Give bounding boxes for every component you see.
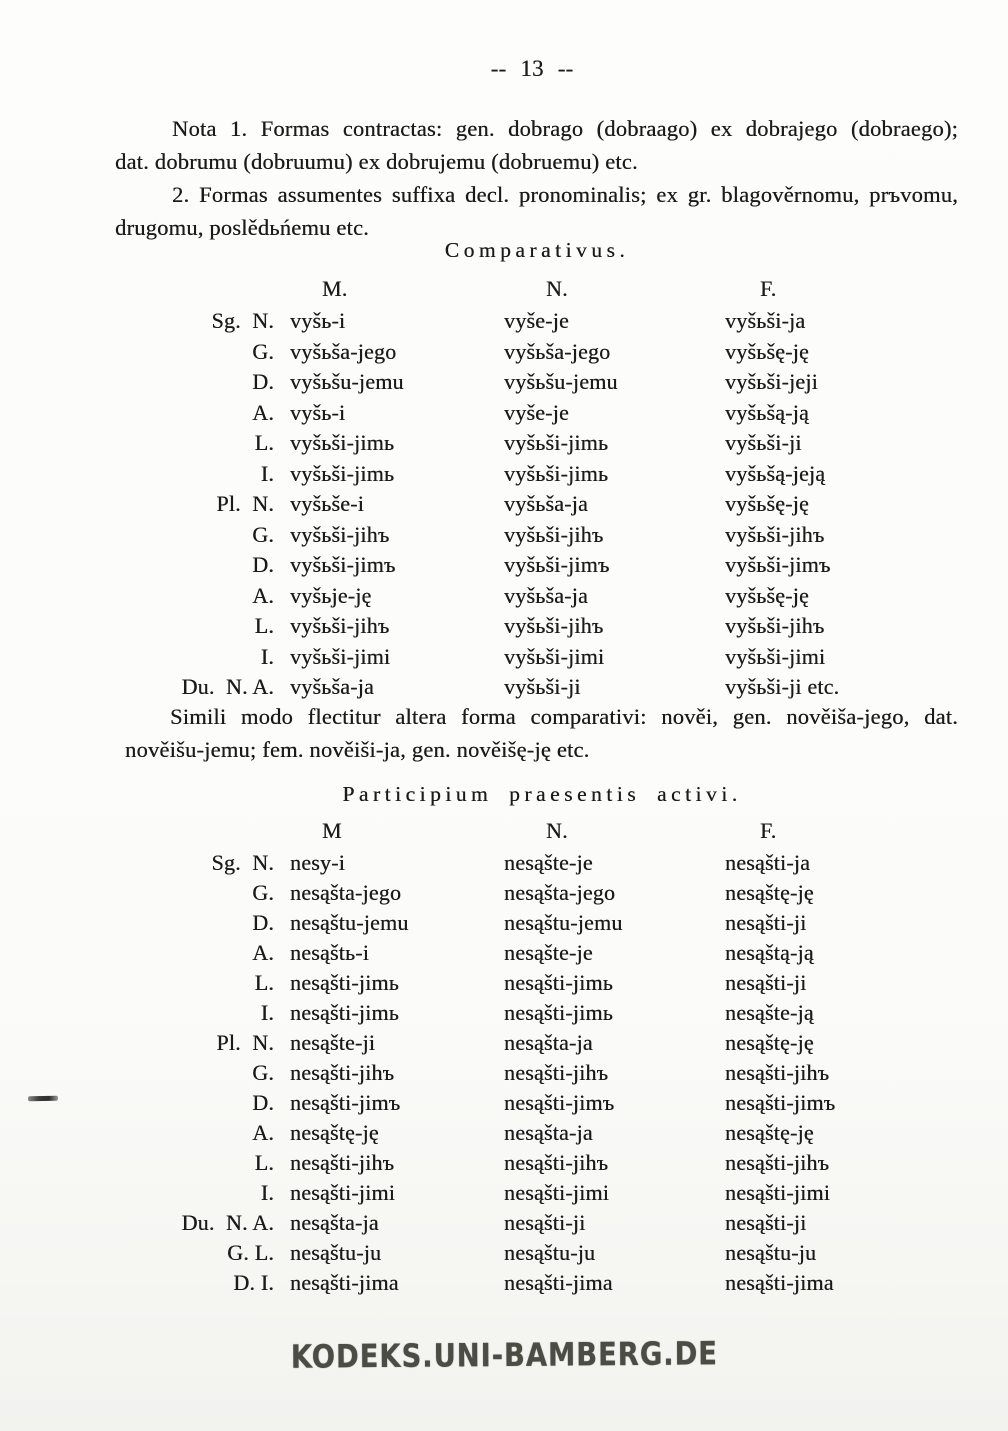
row-case-label: L. [254,1150,274,1175]
cell-feminine: nesąštę-ję [725,880,814,905]
row-case-label: G. [252,1060,274,1085]
row-case-label: D. [252,1090,274,1115]
row-case-label: Pl. N. [216,491,274,516]
table-row [150,968,835,998]
row-case-label: G. [252,521,274,547]
table-row [150,998,835,1028]
cell-masculine: vyšьša-jego [290,338,397,364]
table-row [150,1118,835,1148]
row-case-label: D. I. [233,1270,274,1295]
cell-masculine: nesąšti-jihъ [290,1150,395,1175]
column-header-feminine: F. [760,276,777,301]
table-header-row [150,272,839,306]
paragraph-line: nověišu-jemu; fem. nověiši-ja, gen. nověišę-ję etc. [125,737,590,762]
table-row [150,878,835,908]
table-row [150,672,839,703]
row-case-label: Sg. N. [211,850,274,875]
row-case-label: A. [252,582,274,608]
cell-neuter: nesąšti-jimъ [504,1090,615,1115]
cell-neuter: vyšьši-ji [504,674,581,699]
cell-masculine: nesąštę-ję [290,1120,379,1145]
row-case-label: A. [252,399,274,425]
cell-neuter: nesąšti-ji [504,1210,586,1235]
cell-neuter: vyše-je [504,308,569,333]
cell-feminine: vyšьši-jimi [725,643,826,669]
watermark [0,1336,1008,1374]
cell-masculine: vyšьši-jihъ [290,521,390,547]
cell-masculine: nesąšti-jima [290,1270,399,1295]
nota-paragraph [115,112,958,244]
row-case-label: I. [260,1180,274,1205]
cell-feminine: vyšьšą-jeją [725,460,826,486]
row-case-label: L. [254,430,274,455]
table-row [150,550,839,581]
cell-feminine: nesąšti-ji [725,970,807,995]
column-header-feminine: F. [760,818,777,843]
table-row [150,1178,835,1208]
cell-feminine: vyšьši-jeji [725,369,818,394]
row-case-label: D. [252,910,274,935]
cell-masculine: nesąšta-ja [290,1210,379,1235]
cell-masculine: nesąšti-jihъ [290,1060,395,1085]
table-row [150,1148,835,1178]
cell-neuter: vyšьši-jimъ [504,552,610,577]
paragraph-line: Simili modo flectitur altera forma comparativi: nověi, gen. nověiša-jego, dat. [170,704,958,729]
cell-feminine: nesąšti-ji [725,910,807,935]
cell-feminine: vyšьšę-ję [725,582,809,608]
column-header-masculine: M [322,818,342,843]
cell-neuter: nesąšte-je [504,850,593,875]
cell-masculine: nesy-i [290,850,345,875]
row-case-label: Sg. N. [211,308,274,333]
cell-masculine: vyšьši-jimъ [290,552,396,577]
cell-masculine: vyšьšu-jemu [290,369,404,394]
paragraph-line: dat. dobrumu (dobruumu) ex dobrujemu (dobruemu) etc. [115,149,638,174]
cell-feminine: vyšьši-jimъ [725,552,831,577]
row-case-label: D. [252,369,274,394]
row-case-label: Du. N. A. [181,674,274,699]
table-row [150,337,839,368]
cell-feminine: vyšьši-jihъ [725,521,825,547]
cell-masculine: vyšьši-jimь [290,460,395,486]
row-case-label: A. [252,1120,274,1145]
paragraph-line: Nota 1. Formas contractas: gen. dobrago (dobraago) ex dobrajego (dobraego); [172,116,958,141]
cell-masculine: vyšьša-ja [290,674,374,699]
cell-neuter: vyšьšu-jemu [504,369,618,394]
cell-feminine: nesąšti-jimъ [725,1090,836,1115]
table-row [150,520,839,551]
row-case-label: D. [252,552,274,577]
cell-feminine: nesąšte-ją [725,1000,814,1025]
row-case-label: A. [252,940,274,965]
cell-feminine: vyšьši-ja [725,308,806,333]
header-spacer [150,272,274,306]
margin-stray-mark [28,1096,58,1102]
row-case-label: G. [252,880,274,905]
cell-feminine: nesąšti-jihъ [725,1060,830,1085]
column-header-neuter: N. [546,818,568,843]
table-row [150,611,839,642]
cell-neuter: nesąštu-jemu [504,910,623,935]
cell-masculine: nesąštu-jemu [290,910,409,935]
cell-feminine: nesąštu-ju [725,1240,817,1265]
cell-masculine: vyšьši-jimь [290,430,395,455]
cell-feminine: vyšьšę-ję [725,491,809,516]
cell-masculine: nesąšti-jimъ [290,1090,401,1115]
simili-paragraph [125,700,958,766]
section-heading-participium: Participium praesentis activi. [342,782,742,806]
cell-masculine: nesąšte-ji [290,1030,376,1055]
row-case-label: L. [254,970,274,995]
cell-neuter: nesąšti-jima [504,1270,613,1295]
table-row [150,1028,835,1058]
table-participium [150,814,835,1298]
cell-masculine: vyšьje-ję [290,582,372,608]
cell-masculine: nesąšta-jego [290,880,402,905]
table-row [150,306,839,337]
cell-feminine: nesąštę-ję [725,1030,814,1055]
cell-masculine: nesąšti-jimi [290,1180,396,1205]
cell-neuter: vyše-je [504,399,569,425]
cell-neuter: nesąšta-ja [504,1120,593,1145]
cell-feminine: vyšьši-ji [725,430,802,455]
cell-masculine: vyšьši-jimi [290,643,391,669]
watermark-text: KODEKS.UNI-BAMBERG.DE [290,1334,718,1376]
table-row [150,398,839,429]
row-case-label: G. [252,338,274,364]
table-row [150,1058,835,1088]
cell-neuter: nesąšti-jihъ [504,1060,609,1085]
cell-feminine: vyšьšą-ją [725,399,809,425]
cell-feminine: nesąšti-ji [725,1210,807,1235]
cell-neuter: vyšьša-ja [504,582,588,608]
table-row [150,1088,835,1118]
cell-neuter: nesąšti-jimi [504,1180,610,1205]
table-row [150,938,835,968]
cell-neuter: nesąšte-je [504,940,593,965]
row-case-label: G. L. [227,1240,274,1265]
cell-masculine: vyšьši-jihъ [290,613,390,638]
cell-neuter: nesąšti-jimь [504,970,613,995]
table-row [150,428,839,459]
cell-feminine: nesąštę-ję [725,1120,814,1145]
cell-neuter: vyšьši-jimь [504,430,609,455]
cell-masculine: vyšьše-i [290,491,364,516]
table-header-row [150,814,835,848]
cell-feminine: nesąšti-jima [725,1270,834,1295]
cell-masculine: vyšь-i [290,399,346,425]
cell-neuter: vyšьši-jimi [504,643,605,669]
section-heading-comparativus: Comparativus. [444,238,630,262]
cell-feminine: nesąšti-jihъ [725,1150,830,1175]
row-case-label: L. [254,613,274,638]
table-row [150,459,839,490]
cell-neuter: vyšьši-jihъ [504,521,604,547]
cell-masculine: vyšь-i [290,308,346,333]
column-header-masculine: M. [322,276,348,301]
row-case-label: Pl. N. [216,1030,274,1055]
table-row [150,1238,835,1268]
cell-feminine: vyšьši-ji etc. [725,674,840,699]
table-row [150,367,839,398]
cell-neuter: nesąšti-jihъ [504,1150,609,1175]
cell-neuter: vyšьša-ja [504,491,588,516]
cell-masculine: nesąšti-jimь [290,1000,399,1025]
cell-neuter: nesąšti-jimь [504,1000,613,1025]
cell-neuter: vyšьša-jego [504,338,611,364]
cell-feminine: nesąšti-jimi [725,1180,831,1205]
cell-feminine: vyšьšę-ję [725,338,809,364]
table-row [150,1208,835,1238]
table-row [150,908,835,938]
table-row [150,489,839,520]
cell-neuter: nesąštu-ju [504,1240,596,1265]
table-row [150,642,839,673]
paragraph-line: drugomu, poslědьńemu etc. [115,215,369,240]
row-case-label: I. [260,460,274,486]
header-spacer [150,814,274,848]
cell-neuter: vyšьši-jihъ [504,613,604,638]
row-case-label: I. [260,1000,274,1025]
row-case-label: I. [260,643,274,669]
cell-neuter: nesąšta-jego [504,880,616,905]
table-row [150,848,835,878]
cell-feminine: vyšьši-jihъ [725,613,825,638]
cell-neuter: vyšьši-jimь [504,460,609,486]
cell-masculine: nesąštь-i [290,940,370,965]
column-header-neuter: N. [546,276,568,301]
cell-masculine: nesąšti-jimь [290,970,399,995]
cell-feminine: nesąšti-ja [725,850,811,875]
table-row [150,1268,835,1298]
cell-neuter: nesąšta-ja [504,1030,593,1055]
table-comparativus [150,272,839,703]
cell-masculine: nesąštu-ju [290,1240,382,1265]
cell-feminine: nesąštą-ją [725,940,814,965]
paragraph-line: 2. Formas assumentes suffixa decl. pronominalis; ex gr. blagověrnomu, prъvomu, [172,182,958,207]
table-row [150,581,839,612]
page-number: -- 13 -- [490,56,574,81]
row-case-label: Du. N. A. [181,1210,274,1235]
